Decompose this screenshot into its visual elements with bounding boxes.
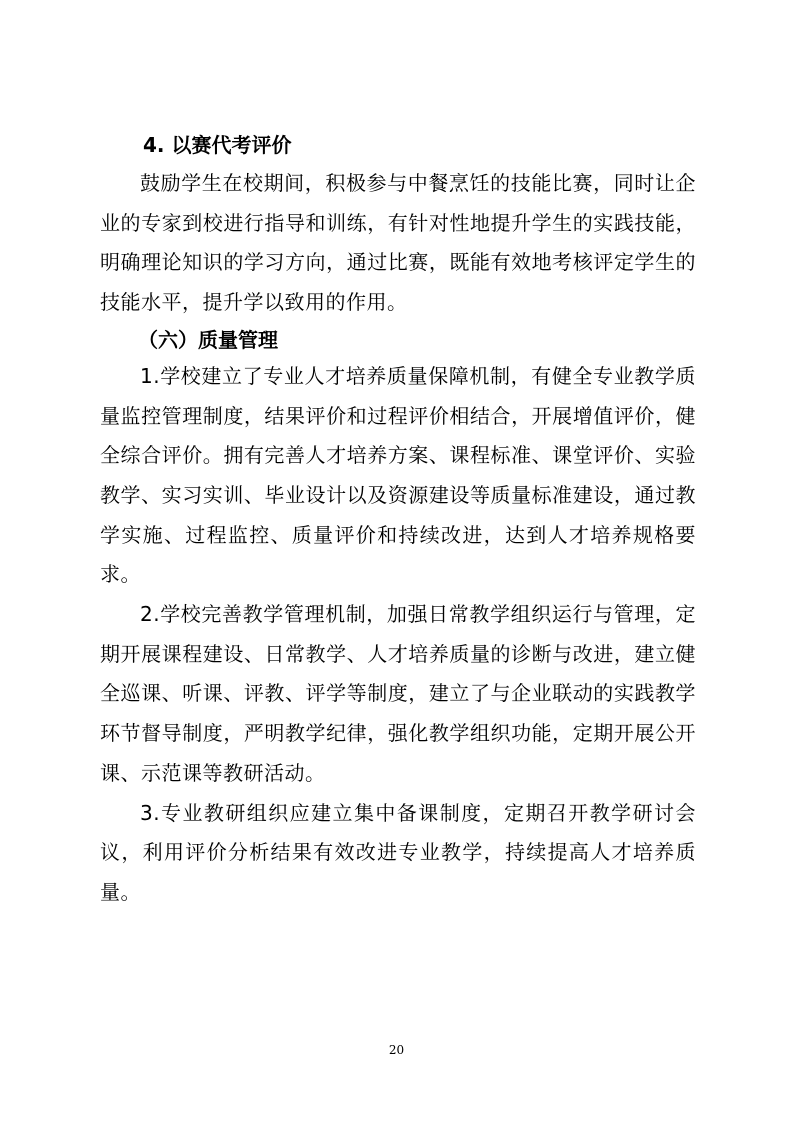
page-body	[100, 128, 696, 913]
page-number: 20	[388, 1043, 405, 1057]
paragraph-teaching-management: 2.学校完善教学管理机制，加强日常教学组织运行与管理，定期开展课程建设、日常教学、人才培养质量的诊断与改进，建立健全巡课、听课、评教、评学等制度，建立了与企业联动的实践教学环节督导制度，严明教学纪律，强化教学组织功能，定期开展公开课、示范课等教研活动。	[100, 602, 696, 785]
paragraph-competition-assessment: 鼓励学生在校期间，积极参与中餐烹饪的技能比赛，同时让企业的专家到校进行指导和训练，有针对性地提升学生的实践技能，明确理论知识的学习方向，通过比赛，既能有效地考核评定学生的技能水平，提升学以致用的作用。	[100, 171, 696, 315]
paragraph-teaching-research: 3.专业教研组织应建立集中备课制度，定期召开教学研讨会议，利用评价分析结果有效改进专业教学，持续提高人才培养质量。	[100, 800, 696, 904]
paragraph-quality-assurance: 1.学校建立了专业人才培养质量保障机制，有健全专业教学质量监控管理制度，结果评价和过程评价相结合，开展增值评价，健全综合评价。拥有完善人才培养方案、课程标准、课堂评价、实验教学、实习实训、毕业设计以及资源建设等质量标准建设，通过教学实施、过程监控、质量评价和持续改进，达到人才培养规格要求。	[100, 363, 696, 587]
section-heading-competition-assessment: 4. 以赛代考评价	[143, 133, 292, 157]
section-heading-quality-management: （六）质量管理	[138, 327, 278, 352]
